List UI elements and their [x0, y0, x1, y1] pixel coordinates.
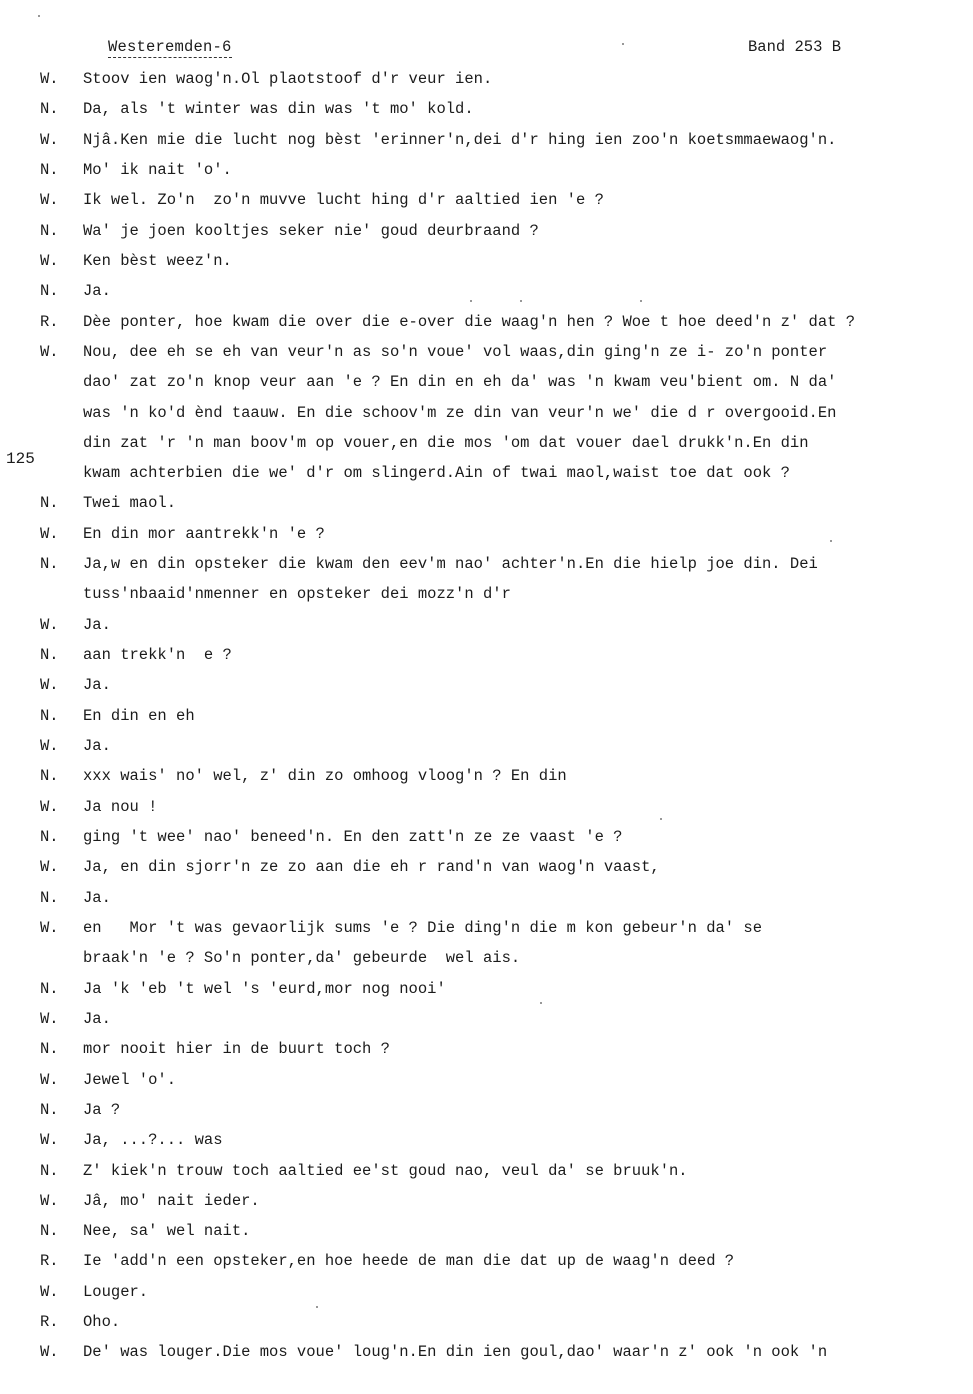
line-text: Ja.	[83, 282, 111, 301]
line-text: Ja 'k 'eb 't wel 's 'eurd,mor nog nooi'	[83, 979, 446, 998]
speaker-label: W.	[40, 524, 59, 543]
scan-speck	[830, 540, 832, 542]
transcript-line	[0, 1281, 973, 1303]
speaker-label: W.	[40, 1191, 59, 1210]
line-text: Ja.	[83, 1009, 111, 1028]
transcript-line	[0, 947, 973, 969]
speaker-label: N.	[40, 282, 59, 301]
transcript-line	[0, 1311, 973, 1333]
line-text: Oho.	[83, 1313, 121, 1332]
transcript-line	[0, 553, 973, 575]
speaker-label: W.	[40, 70, 59, 88]
line-text: din zat 'r 'n man boov'm op vouer,en die mos 'om dat vouer dael drukk'n.En din	[83, 433, 809, 452]
line-text: De' was louger.Die mos voue' loug'n.En din ien goul,dao' waar'n z' ook 'n ook 'n	[83, 1343, 828, 1362]
speaker-label: W.	[40, 1009, 59, 1028]
line-text: kwam achterbien die we' d'r om slingerd.Ain of twai maol,waist toe dat ook ?	[83, 464, 790, 483]
speaker-label: W.	[40, 1343, 59, 1362]
transcript-line	[0, 644, 973, 666]
transcript-line	[0, 1069, 973, 1091]
speaker-label: W.	[40, 737, 59, 756]
speaker-label: W.	[40, 130, 59, 149]
line-text: en Mor 't was gevaorlijk sums 'e ? Die ding'n die m kon gebeur'n da' se	[83, 918, 763, 937]
line-text: Stoov ien waog'n.Ol plaotstoof d'r veur ien.	[83, 70, 493, 88]
line-text: xxx wais' no' wel, z' din zo omhoog vloog'n ? En din	[83, 767, 567, 786]
line-text: Ja,w en din opsteker die kwam den eev'm nao' achter'n.En die hielp joe din. Dei	[83, 555, 818, 574]
speaker-label: N.	[40, 979, 59, 998]
line-text: dao' zat zo'n knop veur aan 'e ? En din en eh da' was 'n kwam veu'bient om. N da'	[83, 373, 837, 392]
speaker-label: N.	[40, 555, 59, 574]
transcript-line	[0, 432, 973, 454]
transcript-line	[0, 189, 973, 211]
speaker-label: W.	[40, 797, 59, 816]
line-text: Dèe ponter, hoe kwam die over die e-over die waag'n hen ? Woe t hoe deed'n z' dat ?	[83, 312, 856, 331]
line-text: En din en eh	[83, 706, 195, 725]
transcript-line	[0, 1341, 973, 1363]
speaker-label: W.	[40, 858, 59, 877]
transcript-line	[0, 583, 973, 605]
transcript-line	[0, 674, 973, 696]
speaker-label: R.	[40, 312, 59, 331]
speaker-label: N.	[40, 160, 59, 179]
line-text: Ja.	[83, 888, 111, 907]
scan-speck	[316, 1306, 318, 1308]
transcript-line	[0, 1250, 973, 1272]
speaker-label: W.	[40, 1131, 59, 1150]
transcript-line	[0, 1038, 973, 1060]
line-text: Ken bèst weez'n.	[83, 251, 232, 270]
speaker-label: W.	[40, 1282, 59, 1301]
transcript-line	[0, 917, 973, 939]
line-text: Twei maol.	[83, 494, 177, 513]
speaker-label: N.	[40, 1100, 59, 1119]
transcript-line	[0, 1008, 973, 1030]
line-text: ging 't wee' nao' beneed'n. En den zatt'n ze ze vaast 'e ?	[83, 828, 623, 846]
scan-speck	[622, 43, 624, 45]
speaker-label: N.	[40, 888, 59, 907]
transcript-line	[0, 523, 973, 545]
scan-speck	[38, 15, 40, 17]
speaker-label: N.	[40, 1040, 59, 1059]
speaker-label: N.	[40, 1222, 59, 1241]
speaker-label: N.	[40, 828, 59, 846]
scan-speck	[470, 300, 472, 302]
speaker-label: N.	[40, 221, 59, 240]
speaker-label: W.	[40, 615, 59, 634]
transcript-line	[0, 98, 973, 120]
transcript-line	[0, 1099, 973, 1121]
speaker-label: W.	[40, 342, 59, 361]
transcript-line	[0, 796, 973, 818]
line-text: Nou, dee eh se eh van veur'n as so'n voue' vol waas,din ging'n ze i- zo'n ponter	[83, 342, 828, 361]
speaker-label: N.	[40, 767, 59, 786]
speaker-label: N.	[40, 494, 59, 513]
speaker-label: R.	[40, 1252, 59, 1271]
speaker-label: W.	[40, 676, 59, 695]
transcript-line	[0, 492, 973, 514]
line-text: Wa' je joen kooltjes seker nie' goud deurbraand ?	[83, 221, 539, 240]
transcript-line	[0, 856, 973, 878]
transcript-line	[0, 129, 973, 151]
scan-speck	[640, 300, 642, 302]
transcript-line	[0, 887, 973, 909]
transcript-line	[0, 614, 973, 636]
margin-number: 125	[6, 450, 35, 468]
speaker-label: N.	[40, 1161, 59, 1180]
speaker-label: W.	[40, 191, 59, 210]
transcript-line	[0, 978, 973, 1000]
speaker-label: W.	[40, 251, 59, 270]
transcript-line	[0, 1160, 973, 1182]
speaker-label: N.	[40, 706, 59, 725]
line-text: Da, als 't winter was din was 't mo' kold.	[83, 100, 474, 119]
line-text: En din mor aantrekk'n 'e ?	[83, 524, 325, 543]
transcript-line	[0, 159, 973, 181]
line-text: Ie 'add'n een opsteker,en hoe heede de man die dat up de waag'n deed ?	[83, 1252, 735, 1271]
line-text: braak'n 'e ? So'n ponter,da' gebeurde wel ais.	[83, 949, 521, 968]
scan-speck	[520, 300, 522, 302]
document-title: Westeremden-6	[108, 38, 232, 56]
band-label: Band 253 B	[748, 38, 842, 56]
line-text: tuss'nbaaid'nmenner en opsteker dei mozz'n d'r	[83, 585, 511, 604]
scan-speck	[660, 818, 662, 820]
line-text: Jâ, mo' nait ieder.	[83, 1191, 260, 1210]
line-text: aan trekk'n e ?	[83, 646, 232, 665]
transcript-line	[0, 735, 973, 757]
transcript-line	[0, 402, 973, 424]
line-text: Ik wel. Zo'n zo'n muvve lucht hing d'r aaltied ien 'e ?	[83, 191, 604, 210]
speaker-label: N.	[40, 100, 59, 119]
line-text: Njâ.Ken mie die lucht nog bèst 'erinner'n,dei d'r hing ien zoo'n koetsmmaewaog'n.	[83, 130, 837, 149]
line-text: Ja, en din sjorr'n ze zo aan die eh r rand'n van waog'n vaast,	[83, 858, 660, 877]
transcript-line	[0, 250, 973, 272]
line-text: Ja ?	[83, 1100, 121, 1119]
transcript-line	[0, 280, 973, 302]
line-text: Mo' ik nait 'o'.	[83, 160, 232, 179]
speaker-label: W.	[40, 1070, 59, 1089]
transcript-line	[0, 765, 973, 787]
transcript-line	[0, 826, 973, 848]
line-text: Ja.	[83, 676, 111, 695]
line-text: mor nooit hier in de buurt toch ?	[83, 1040, 390, 1059]
line-text: Z' kiek'n trouw toch aaltied ee'st goud nao, veul da' se bruuk'n.	[83, 1161, 688, 1180]
line-text: was 'n ko'd ènd taauw. En die schoov'm ze din van veur'n we' die d r overgooid.En	[83, 403, 837, 422]
line-text: Ja.	[83, 615, 111, 634]
transcript-line	[0, 462, 973, 484]
line-text: Ja.	[83, 737, 111, 756]
speaker-label: W.	[40, 918, 59, 937]
transcript-line	[0, 705, 973, 727]
line-text: Ja nou !	[83, 797, 158, 816]
transcript-line	[0, 311, 973, 333]
transcript-line	[0, 371, 973, 393]
speaker-label: N.	[40, 646, 59, 665]
transcript-line	[0, 220, 973, 242]
speaker-label: R.	[40, 1313, 59, 1332]
line-text: Louger.	[83, 1282, 149, 1301]
transcript-line	[0, 1190, 973, 1212]
transcript-line	[0, 1129, 973, 1151]
transcript-line	[0, 341, 973, 363]
transcript-line	[0, 68, 973, 90]
transcript-line	[0, 1220, 973, 1242]
line-text: Ja, ...?... was	[83, 1131, 223, 1150]
line-text: Jewel 'o'.	[83, 1070, 177, 1089]
line-text: Nee, sa' wel nait.	[83, 1222, 251, 1241]
scan-speck	[540, 1002, 542, 1004]
